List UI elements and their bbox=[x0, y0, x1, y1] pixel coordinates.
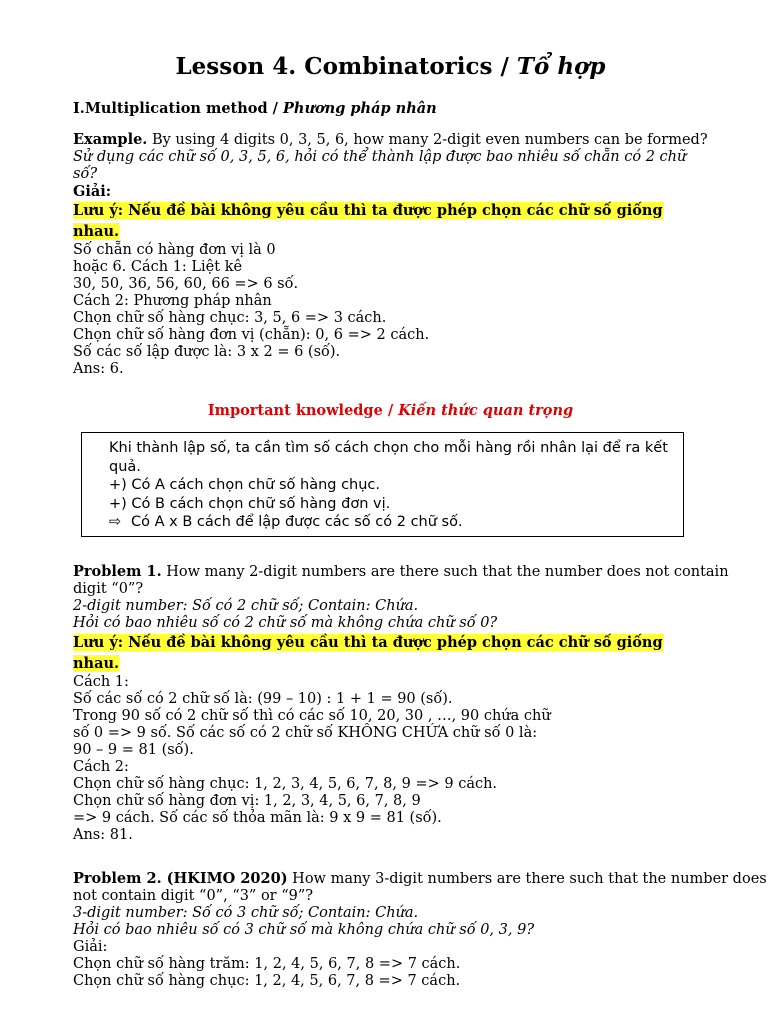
knowledge-result bbox=[109, 513, 683, 532]
example-solution-label: Giải: bbox=[73, 183, 112, 200]
lesson-title bbox=[73, 52, 708, 82]
problem-1-text: How many 2-digit numbers are there such that the number does not contain bbox=[161, 563, 729, 580]
section-heading-english: I.Multiplication method / bbox=[73, 100, 283, 117]
problem-1-line: số 0 => 9 số. Số các số có 2 chữ số KHÔNG CHỨA chữ số 0 là: bbox=[73, 724, 538, 741]
example-line: Số các số lập được là: 3 x 2 = 6 (số). bbox=[73, 344, 341, 360]
example-line: Số chẵn có hàng đơn vị là 0 bbox=[73, 242, 276, 258]
section-heading bbox=[73, 100, 708, 117]
problem-1-note-highlight: Lưu ý: Nếu đề bài không yêu cầu thì ta được phép chọn các chữ số giống nhau. bbox=[73, 633, 663, 672]
problem-1-answer: Ans: 81. bbox=[73, 826, 133, 843]
problem-1-question-cont: digit “0”? bbox=[73, 580, 144, 597]
problem-1-line: => 9 cách. Số các số thỏa mãn là: 9 x 9 = 81 (số). bbox=[73, 809, 442, 826]
problem-2-line: Giải: bbox=[73, 938, 108, 955]
example-answer: Ans: 6. bbox=[73, 361, 124, 377]
problem-1-vietnamese: Hỏi có bao nhiêu số có 2 chữ số mà không chứa chữ số 0? bbox=[73, 614, 498, 631]
example-line: hoặc 6. Cách 1: Liệt kê bbox=[73, 259, 243, 275]
example-line: Cách 2: Phương pháp nhân bbox=[73, 293, 272, 309]
problem-1 bbox=[73, 562, 729, 844]
problem-2 bbox=[73, 869, 767, 990]
important-heading bbox=[73, 402, 708, 420]
problem-1-line: Chọn chữ số hàng chục: 1, 2, 3, 4, 5, 6, 7, 8, 9 => 9 cách. bbox=[73, 775, 498, 792]
example-note bbox=[73, 200, 708, 242]
knowledge-line: +) Có A cách chọn chữ số hàng chục. bbox=[109, 477, 381, 493]
example-question bbox=[73, 131, 708, 149]
knowledge-box bbox=[81, 432, 684, 537]
knowledge-line: +) Có B cách chọn chữ số hàng đơn vị. bbox=[109, 495, 391, 512]
knowledge-result-text: Có A x B cách để lập được các số có 2 chữ số. bbox=[131, 514, 463, 530]
example-label: Example. bbox=[73, 131, 148, 148]
problem-2-question bbox=[73, 869, 767, 888]
problem-1-line: Số các số có 2 chữ số là: (99 – 10) : 1 + 1 = 90 (số). bbox=[73, 690, 453, 707]
problem-2-line: Chọn chữ số hàng trăm: 1, 2, 4, 5, 6, 7, 8 => 7 cách. bbox=[73, 955, 461, 972]
knowledge-line: Khi thành lập số, ta cần tìm số cách chọn cho mỗi hàng rồi nhân lại để ra kết quả. bbox=[109, 440, 668, 475]
problem-1-note bbox=[73, 632, 708, 674]
problem-2-line: Chọn chữ số hàng chục: 1, 2, 4, 5, 6, 7, 8 => 7 cách. bbox=[73, 972, 461, 989]
document-page bbox=[73, 52, 767, 990]
example-note-highlight: Lưu ý: Nếu đề bài không yêu cầu thì ta được phép chọn các chữ số giống nhau. bbox=[73, 202, 663, 240]
example-text: By using 4 digits 0, 3, 5, 6, how many 2-digit even numbers can be formed? bbox=[147, 132, 708, 148]
problem-1-question bbox=[73, 562, 729, 581]
problem-1-vocabulary: 2-digit number: Số có 2 chữ số; Contain: Chứa. bbox=[73, 597, 419, 614]
example-line: 30, 50, 36, 56, 60, 66 => 6 số. bbox=[73, 276, 299, 292]
problem-1-line: Chọn chữ số hàng đơn vị: 1, 2, 3, 4, 5, 6, 7, 8, 9 bbox=[73, 792, 421, 809]
problem-2-text: How many 3-digit numbers are there such that the number does bbox=[287, 870, 767, 887]
problem-2-vietnamese: Hỏi có bao nhiêu số có 3 chữ số mà không chứa chữ số 0, 3, 9? bbox=[73, 921, 535, 938]
problem-1-line: Cách 2: bbox=[73, 758, 129, 775]
example-vietnamese: Sử dụng các chữ số 0, 3, 5, 6, hỏi có thể thành lập được bao nhiêu số chẵn có 2 chữ số? bbox=[73, 149, 687, 182]
title-english: Lesson 4. Combinatorics / bbox=[175, 53, 517, 80]
problem-1-label: Problem 1. bbox=[73, 562, 162, 580]
problem-2-question-cont: not contain digit “0”, “3” or “9”? bbox=[73, 887, 314, 904]
important-heading-english: Important knowledge / bbox=[207, 402, 399, 419]
problem-2-label: Problem 2. (HKIMO 2020) bbox=[73, 869, 288, 887]
example-line: Chọn chữ số hàng chục: 3, 5, 6 => 3 cách. bbox=[73, 310, 387, 326]
right-arrow-icon: ⇨ bbox=[109, 514, 122, 530]
example-line: Chọn chữ số hàng đơn vị (chẵn): 0, 6 => 2 cách. bbox=[73, 327, 430, 343]
problem-2-vocabulary: 3-digit number: Số có 3 chữ số; Contain: Chứa. bbox=[73, 904, 419, 921]
title-vietnamese: Tổ hợp bbox=[516, 53, 606, 80]
important-heading-vietnamese: Kiến thức quan trọng bbox=[398, 402, 574, 419]
problem-1-line: 90 – 9 = 81 (số). bbox=[73, 741, 194, 758]
problem-1-line: Cách 1: bbox=[73, 673, 129, 690]
section-heading-vietnamese: Phương pháp nhân bbox=[283, 100, 437, 117]
problem-1-line: Trong 90 số có 2 chữ số thì có các số 10, 20, 30 , …, 90 chứa chữ bbox=[73, 707, 551, 724]
